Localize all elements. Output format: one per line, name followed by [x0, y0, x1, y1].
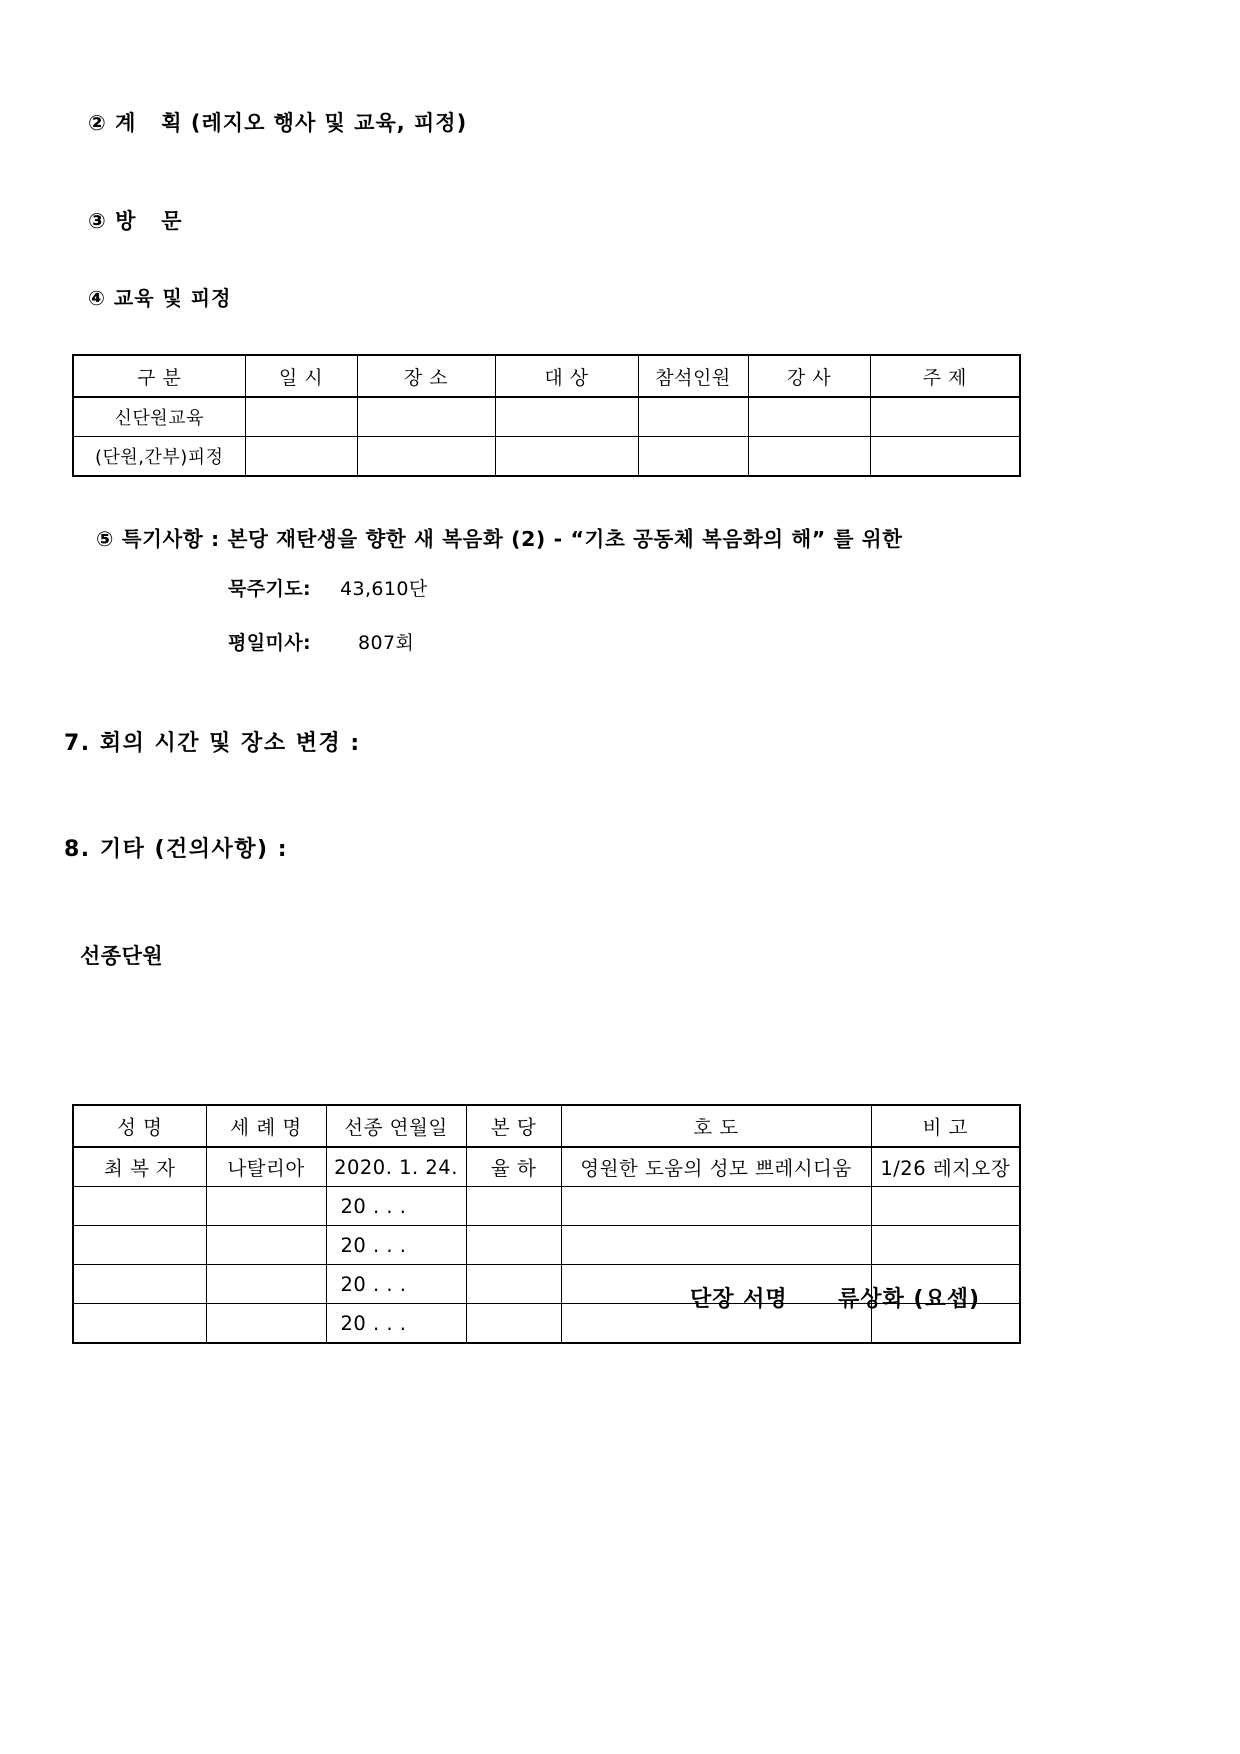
table-row [73, 1187, 1020, 1226]
col-header-attendance: 참석인원 [638, 355, 748, 397]
section-education: ④ 교육 및 피정 [88, 286, 232, 310]
cell-target[interactable] [495, 437, 638, 477]
cell-baptismal[interactable] [206, 1226, 326, 1265]
cell-lecturer[interactable] [748, 437, 870, 477]
cell-praesidium[interactable]: 영원한 도움의 성모 쁘레시디움 [561, 1147, 871, 1187]
section-plan: ② 계 획 (레지오 행사 및 교육, 피정) [88, 111, 468, 135]
cell-name[interactable] [73, 1187, 206, 1226]
cell-remark[interactable] [871, 1226, 1020, 1265]
cell-target[interactable] [495, 397, 638, 437]
cell-parish[interactable] [466, 1265, 561, 1304]
cell-baptismal[interactable] [206, 1304, 326, 1344]
col-header-baptismal: 세 례 명 [206, 1105, 326, 1147]
cell-topic[interactable] [870, 437, 1020, 477]
col-header-remark: 비 고 [871, 1105, 1020, 1147]
item-8-other-suggestions: 8. 기타 (건의사항) : [64, 837, 289, 862]
cell-death-date[interactable]: 20 . . . [326, 1304, 466, 1344]
cell-place[interactable] [357, 437, 495, 477]
cell-praesidium[interactable] [561, 1187, 871, 1226]
row-label-member-retreat: (단원,간부)피정 [73, 437, 245, 477]
special-notes-heading: ⑤ 특기사항 : 본당 재탄생을 향한 새 복음화 (2) - “기초 공동체 복음화의 해” 를 위한 [96, 527, 903, 551]
col-header-place: 장 소 [357, 355, 495, 397]
table-header-row [73, 1105, 1020, 1147]
cell-baptismal[interactable] [206, 1265, 326, 1304]
cell-name[interactable] [73, 1304, 206, 1344]
table-row [73, 437, 1020, 477]
cell-name[interactable]: 최 복 자 [73, 1147, 206, 1187]
cell-lecturer[interactable] [748, 397, 870, 437]
cell-parish[interactable] [466, 1187, 561, 1226]
cell-attendance[interactable] [638, 397, 748, 437]
deceased-members-title: 선종단원 [80, 944, 164, 968]
cell-parish[interactable] [466, 1226, 561, 1265]
table-row [73, 1226, 1020, 1265]
table-header-row [73, 355, 1020, 397]
cell-baptismal[interactable]: 나탈리아 [206, 1147, 326, 1187]
row-label-new-member-education: 신단원교육 [73, 397, 245, 437]
col-header-division: 구 분 [73, 355, 245, 397]
weekday-mass-label: 평일미사: [228, 632, 312, 654]
cell-parish[interactable]: 율 하 [466, 1147, 561, 1187]
cell-datetime[interactable] [245, 437, 357, 477]
col-header-lecturer: 강 사 [748, 355, 870, 397]
col-header-praesidium: 호 도 [561, 1105, 871, 1147]
item-7-meeting-change: 7. 회의 시간 및 장소 변경 : [64, 731, 361, 756]
cell-parish[interactable] [466, 1304, 561, 1344]
cell-death-date[interactable]: 2020. 1. 24. [326, 1147, 466, 1187]
cell-place[interactable] [357, 397, 495, 437]
cell-name[interactable] [73, 1265, 206, 1304]
cell-topic[interactable] [870, 397, 1020, 437]
table-row [73, 397, 1020, 437]
cell-attendance[interactable] [638, 437, 748, 477]
col-header-topic: 주 제 [870, 355, 1020, 397]
cell-baptismal[interactable] [206, 1187, 326, 1226]
table-row [73, 1147, 1020, 1187]
cell-death-date[interactable]: 20 . . . [326, 1226, 466, 1265]
col-header-death-date: 선종 연월일 [326, 1105, 466, 1147]
cell-death-date[interactable]: 20 . . . [326, 1187, 466, 1226]
col-header-name: 성 명 [73, 1105, 206, 1147]
col-header-parish: 본 당 [466, 1105, 561, 1147]
col-header-datetime: 일 시 [245, 355, 357, 397]
cell-death-date[interactable]: 20 . . . [326, 1265, 466, 1304]
cell-praesidium[interactable] [561, 1226, 871, 1265]
cell-name[interactable] [73, 1226, 206, 1265]
president-signature-label: 단장 서명 [690, 1287, 788, 1312]
cell-datetime[interactable] [245, 397, 357, 437]
education-table [72, 354, 1021, 477]
section-visit: ③ 방 문 [88, 209, 183, 233]
cell-remark[interactable] [871, 1187, 1020, 1226]
weekday-mass-value: 807회 [358, 632, 415, 654]
president-signature-name: 류상화 (요셉) [838, 1287, 981, 1312]
col-header-target: 대 상 [495, 355, 638, 397]
rosary-prayer-label: 묵주기도: [228, 578, 312, 600]
rosary-prayer-value: 43,610단 [340, 578, 428, 600]
cell-remark[interactable]: 1/26 레지오장 [871, 1147, 1020, 1187]
